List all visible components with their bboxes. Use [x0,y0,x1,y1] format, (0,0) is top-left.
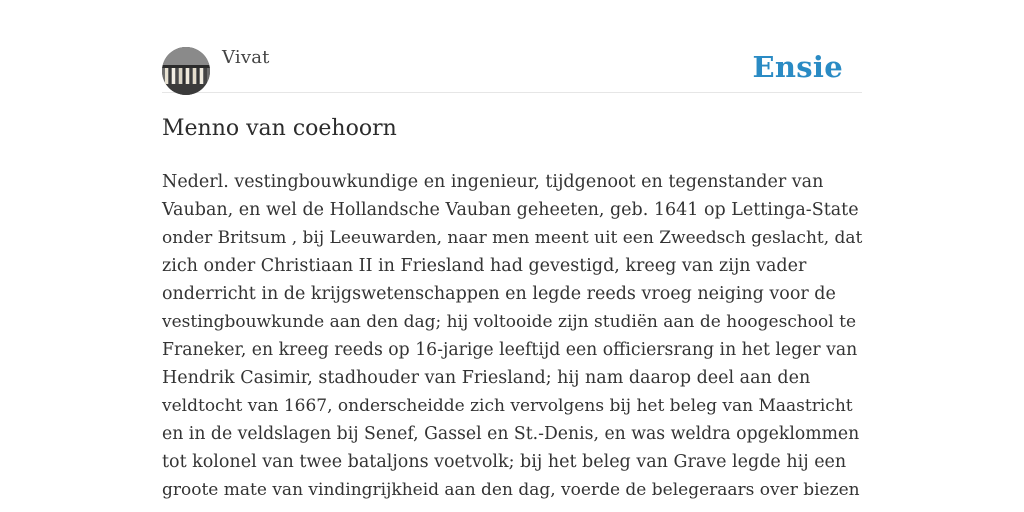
body-line: Franeker, en kreeg reeds op 16-jarige leeftijd een officiersrang in het leger van [162,340,858,360]
body-line: onder Britsum , bij Leeuwarden, naar men meent uit een Zweedsch geslacht, dat [162,228,863,248]
body-line: veldtocht van 1667, onderscheidde zich vervolgens bij het beleg van Maastricht [162,396,853,416]
body-line: groote mate van vindingrijkheid aan den dag, voerde de belegeraars over biezen [162,480,860,500]
site-header [162,46,862,93]
body-line: Nederl. vestingbouwkundige en ingenieur, tijdgenoot en tegenstander van [162,172,824,192]
book-shelf-icon[interactable] [162,47,210,95]
article-body [162,168,862,504]
body-line: onderricht in de krijgswetenschappen en legde reeds vroeg neiging voor de [162,284,836,304]
source-name[interactable]: Vivat [222,47,270,68]
brand-logo[interactable]: Ensie [752,50,843,84]
body-line: en in de veldslagen bij Senef, Gassel en St.-Denis, en was weldra opgeklommen [162,424,860,444]
body-line: Hendrik Casimir, stadhouder van Friesland; hij nam daarop deel aan den [162,368,811,388]
body-line: tot kolonel van twee bataljons voetvolk; bij het beleg van Grave legde hij een [162,452,847,472]
body-line: zich onder Christiaan II in Friesland had gevestigd, kreeg van zijn vader [162,256,807,276]
body-line: vestingbouwkunde aan den dag; hij voltooide zijn studiën aan de hoogeschool te [162,312,857,332]
page-title: Menno van coehoorn [162,116,397,141]
body-line: Vauban, en wel de Hollandsche Vauban geheeten, geb. 1641 op Lettinga-State [162,200,859,220]
